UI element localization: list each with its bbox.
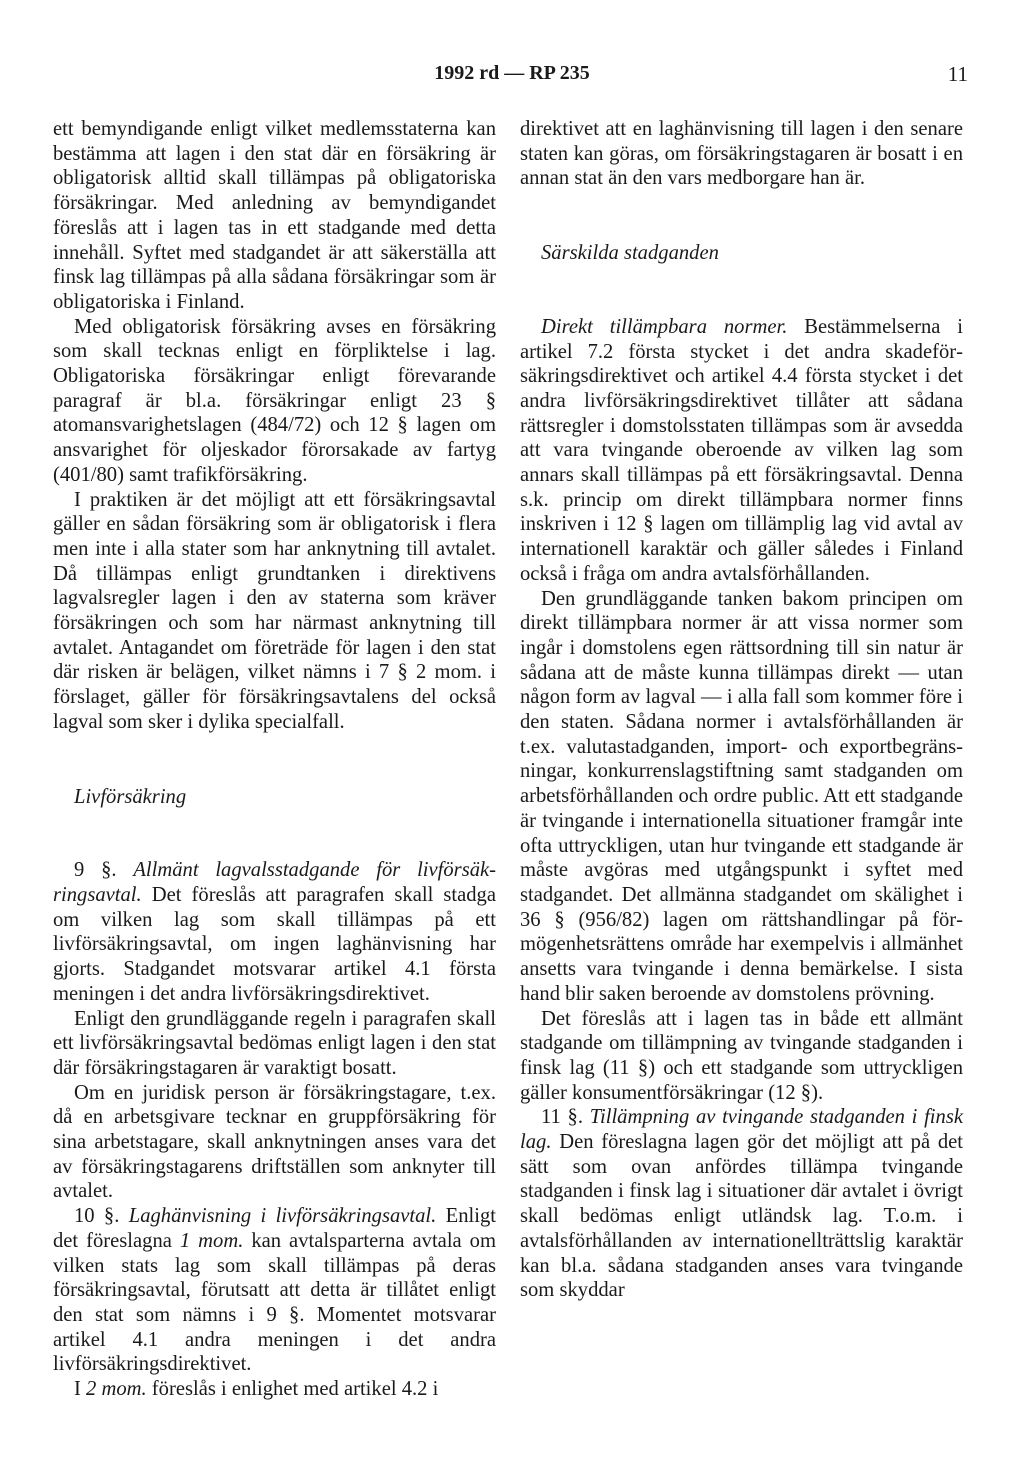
paragraph <box>53 1377 496 1402</box>
paragraph: Enligt den grundläggande regeln i paragrafen skall ett livförsäkringsavtal bedömas enligt lagen i den stat där försäkringstagaren är varaktigt bosatt. <box>53 1007 496 1079</box>
page-number: 11 <box>947 62 968 86</box>
paragraph-text: föreslås i enlighet med artikel 4.2 i <box>146 1378 439 1401</box>
running-header-title: 1992 rd — RP 235 <box>434 62 590 84</box>
paragraph: Det föreslås att i lagen tas in både ett allmänt stadgande om tillämpning av tvingande stadganden i finsk lag (11 §) och ett stadgande som uttryckligen gäller konsumentförsäkringar (12 §). <box>520 1007 963 1104</box>
right-column <box>520 117 963 1303</box>
section-title: Tillämpning av tvingande stadganden i finsk lag. <box>520 1106 963 1154</box>
paragraph: Om en juridisk person är försäkringstagare, t.ex. då en arbetsgivare tecknar en gruppförsäkring för sina arbetstagare, skall anknytningen anses vara det av försäkringstagarens driftställen som anknyter till avtalet. <box>53 1081 496 1203</box>
paragraph-text: I <box>74 1378 87 1401</box>
paragraph: direktivet att en laghänvisning till lagen i den senare staten kan göras, om försäkringstagaren är bosatt i en annan stat än den vars medborgare han är. <box>520 118 963 190</box>
paragraph-text: Den föreslagna lagen gör det möjligt att på det sätt som ovan anfördes tillämpa tvingande stadganden i finsk lag i situationer där avtalet i övrigt skall bedömas enligt utländsk lag. T.o.m. i avtalsförhållanden av internationellträttslig karaktär kan bl.a. sådana stadganden anses vara tvingande som skyddar <box>520 1131 963 1302</box>
paragraph: ett bemyndigande enligt vilket medlemsstaterna kan bestämma att lagen i den stat där en försäkring är obligatorisk alltid skall tillämpas på obligatoriska försäkringar. Med anledning av bemyndigandet föreslås att i lagen tas in ett stadgande med detta innehåll. Syftet med stadgandet är att säkerställa att finsk lag tillämpas på alla sådana försäkringar som är obligatoriska i Finland. <box>53 118 496 313</box>
paragraph <box>53 858 496 1006</box>
section-heading: Särskilda stadganden <box>541 242 719 265</box>
section-heading: Livförsäkring <box>74 785 187 808</box>
moment-reference: 2 mom. <box>86 1378 147 1401</box>
paragraph-text: Enligt det föreslagna <box>53 1205 496 1252</box>
paragraph-text: Det föreslås att paragrafen skall stadga om vilken lag som skall tillämpas på ett livförsäkringsavtal, om ingen laghänvisning har gjorts. Stadgandet motsvarar artikel 4.1 första meningen i det andra livförsäkringsdirektivet. <box>53 883 496 1005</box>
section-number: 9 §. <box>74 859 117 882</box>
paragraph: Med obligatorisk försäkring avses en försäkring som skall tecknas enligt en förpliktelse i lag. Obligatoriska försäkringar enligt förevarande paragraf är bl.a. försäkringar enligt 23 § atomansvarighetslagen (484/72) och 12 § lagen om ansvarighet för oljeskador förorsakade av fartyg (401/80) samt trafikförsäkring. <box>53 315 496 486</box>
page-header <box>0 62 1024 90</box>
paragraph-text: Bestämmelserna i artikel 7.2 första stycket i det andra skadeförsäkringsdirektivet och artikel 4.4 första stycket i det andra livförsäkringsdirektivet tillåter att sådana rättsregler i domstolsstaten tillämpas som är avsedda att vara tvingande oberoende av vilken lag som annars skall tillämpas på ett försäkringsavtal. Denna s.k. princip om direkt tillämpbara normer finns inskriven i 12 § lagen om tillämplig lag vid avtal av internationell karaktär och gäller således i Finland också i fråga om andra avtalsförhållanden. <box>520 315 963 585</box>
section-title: Laghänvisning i livförsäkringsavtal. <box>128 1205 437 1228</box>
paragraph: I praktiken är det möjligt att ett försäkringsavtal gäller en sådan försäkring som är obligatorisk i flera men inte i alla stater som har anknytning till avtalet. Då tillämpas enligt grundtanken i direktivens lagvalsregler lagen i den av staterna som kräver försäkringen och som har närmast anknytning till avtalet. Antagandet om företräde för lagen i den stat där risken är belägen, vilket nämns i 7 § 2 mom. i förslaget, gäller för försäkringsavtalens del också lagval som sker i dylika specialfall. <box>53 488 496 733</box>
paragraph <box>520 315 963 587</box>
paragraph-text: kan avtalsparterna avtala om vilken stats lag som skall tillämpas på deras försäkringsavtal, förutsatt att detta är tillåtet enligt den stat som nämns i 9 §. Momentet motsvarar artikel 4.1 andra meningen i det andra livförsäkringsdirektivet. <box>53 1229 496 1376</box>
paragraph: Den grundläggande tanken bakom principen om direkt tillämpbara normer är att vissa normer som ingår i domstolens egen rättsordning till sin natur är sådana att de måste kunna tillämpas direkt — utan någon form av lagval — i alla fall som kommer före i den staten. Sådana normer i avtalsförhållanden är t.ex. valutastadganden, import- och exportbegränsningar, konkurrenslagstiftning samt stadganden om arbetsförhållanden och ordre public. Att ett stadgande är tvingande i internationella situationer framgår inte ofta uttryckligen, utan hur tvingande ett stadgande är måste avgöras med utgångspunkt i syftet med stadgandet. Det allmänna stadgandet om skälighet i 36 § (956/82) lagen om rättshandlingar på förmögenhetsrättens område har exempelvis i allmänhet ansetts vara tvingande i denna bemärkelse. I sista hand blir saken beroende av domstolens prövning. <box>520 587 963 1005</box>
section-title: Allmänt lagvalsstadgande för livförsäkringsavtal. <box>53 859 497 906</box>
section-number: 11 §. <box>541 1106 583 1129</box>
left-column <box>53 117 496 1402</box>
section-title: Direkt tillämpbara normer. <box>541 315 788 338</box>
paragraph <box>53 1204 496 1377</box>
paragraph <box>520 1105 963 1303</box>
section-number: 10 §. <box>74 1205 120 1228</box>
moment-reference: 1 mom. <box>179 1229 244 1252</box>
